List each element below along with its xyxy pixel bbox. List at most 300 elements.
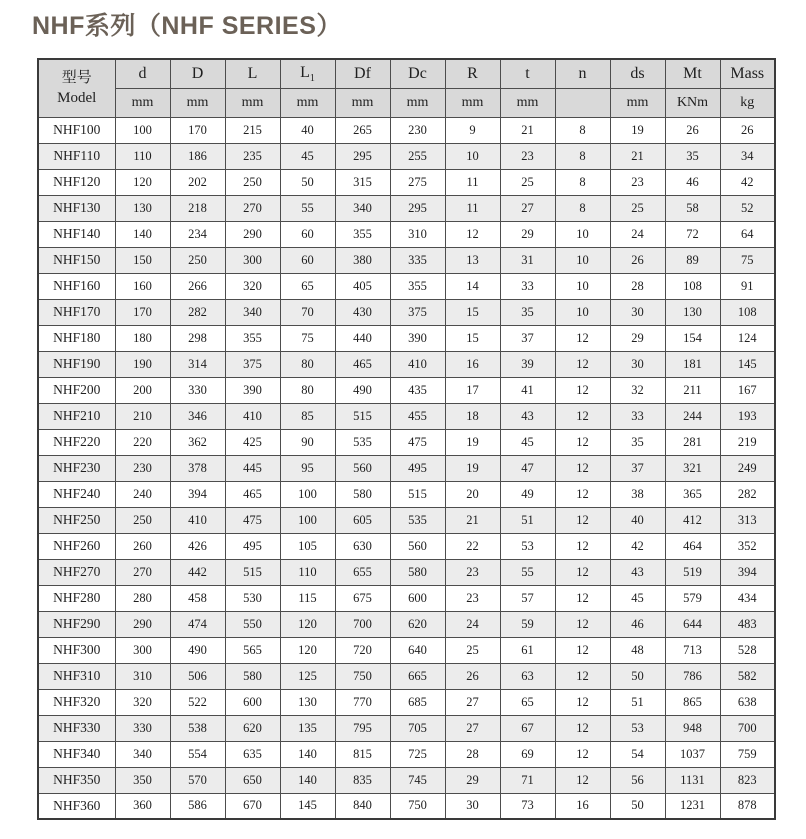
value-cell: 426 — [170, 533, 225, 559]
table-row — [38, 533, 775, 559]
value-cell: 465 — [335, 351, 390, 377]
value-cell: 265 — [335, 117, 390, 143]
value-cell: 750 — [335, 663, 390, 689]
value-cell: 25 — [610, 195, 665, 221]
value-cell: 145 — [280, 793, 335, 819]
value-cell: 85 — [280, 403, 335, 429]
value-cell: 405 — [335, 273, 390, 299]
value-cell: 495 — [225, 533, 280, 559]
value-cell: 320 — [115, 689, 170, 715]
value-cell: 260 — [115, 533, 170, 559]
model-cell: NHF260 — [38, 533, 115, 559]
value-cell: 410 — [170, 507, 225, 533]
model-cell: NHF110 — [38, 143, 115, 169]
column-header-0-d: d — [115, 59, 170, 88]
model-cell: NHF160 — [38, 273, 115, 299]
value-cell: 59 — [500, 611, 555, 637]
value-cell: 56 — [610, 767, 665, 793]
value-cell: 140 — [280, 767, 335, 793]
value-cell: 170 — [170, 117, 225, 143]
value-cell: 10 — [555, 273, 610, 299]
value-cell: 310 — [390, 221, 445, 247]
value-cell: 495 — [390, 455, 445, 481]
value-cell: 12 — [555, 325, 610, 351]
value-cell: 24 — [610, 221, 665, 247]
table-header — [38, 59, 775, 117]
value-cell: 135 — [280, 715, 335, 741]
value-cell: 365 — [665, 481, 720, 507]
value-cell: 24 — [445, 611, 500, 637]
table-row — [38, 429, 775, 455]
value-cell: 759 — [720, 741, 775, 767]
value-cell: 13 — [445, 247, 500, 273]
value-cell: 375 — [225, 351, 280, 377]
value-cell: 167 — [720, 377, 775, 403]
value-cell: 250 — [115, 507, 170, 533]
value-cell: 340 — [225, 299, 280, 325]
value-cell: 67 — [500, 715, 555, 741]
value-cell: 51 — [610, 689, 665, 715]
model-cell: NHF200 — [38, 377, 115, 403]
column-header-2-l: L — [225, 59, 280, 88]
table-row — [38, 325, 775, 351]
model-cell: NHF360 — [38, 793, 115, 819]
value-cell: 700 — [720, 715, 775, 741]
table-row — [38, 351, 775, 377]
value-cell: 815 — [335, 741, 390, 767]
value-cell: 23 — [610, 169, 665, 195]
value-cell: 745 — [390, 767, 445, 793]
model-column-header — [38, 59, 115, 117]
column-header-10-mt: Mt — [665, 59, 720, 88]
value-cell: 12 — [555, 715, 610, 741]
value-cell: 270 — [225, 195, 280, 221]
value-cell: 355 — [335, 221, 390, 247]
value-cell: 635 — [225, 741, 280, 767]
value-cell: 28 — [610, 273, 665, 299]
value-cell: 15 — [445, 299, 500, 325]
value-cell: 200 — [115, 377, 170, 403]
value-cell: 464 — [665, 533, 720, 559]
value-cell: 154 — [665, 325, 720, 351]
value-cell: 23 — [500, 143, 555, 169]
value-cell: 240 — [115, 481, 170, 507]
value-cell: 565 — [225, 637, 280, 663]
value-cell: 110 — [280, 559, 335, 585]
column-unit-1-d: mm — [170, 88, 225, 117]
model-cell: NHF330 — [38, 715, 115, 741]
value-cell: 12 — [555, 611, 610, 637]
column-header-4-df: Df — [335, 59, 390, 88]
value-cell: 29 — [445, 767, 500, 793]
value-cell: 620 — [390, 611, 445, 637]
value-cell: 150 — [115, 247, 170, 273]
value-cell: 16 — [445, 351, 500, 377]
value-cell: 25 — [445, 637, 500, 663]
value-cell: 120 — [280, 611, 335, 637]
value-cell: 8 — [555, 169, 610, 195]
value-cell: 313 — [720, 507, 775, 533]
column-header-7-t: t — [500, 59, 555, 88]
value-cell: 8 — [555, 143, 610, 169]
table-row — [38, 377, 775, 403]
column-unit-6-r: mm — [445, 88, 500, 117]
value-cell: 394 — [170, 481, 225, 507]
value-cell: 300 — [225, 247, 280, 273]
value-cell: 23 — [445, 585, 500, 611]
value-cell: 70 — [280, 299, 335, 325]
value-cell: 140 — [280, 741, 335, 767]
model-cell: NHF310 — [38, 663, 115, 689]
value-cell: 12 — [555, 767, 610, 793]
value-cell: 12 — [555, 481, 610, 507]
table-row — [38, 793, 775, 819]
value-cell: 53 — [500, 533, 555, 559]
value-cell: 220 — [115, 429, 170, 455]
model-cell: NHF240 — [38, 481, 115, 507]
value-cell: 115 — [280, 585, 335, 611]
value-cell: 330 — [170, 377, 225, 403]
value-cell: 202 — [170, 169, 225, 195]
value-cell: 580 — [335, 481, 390, 507]
value-cell: 725 — [390, 741, 445, 767]
value-cell: 770 — [335, 689, 390, 715]
value-cell: 840 — [335, 793, 390, 819]
value-cell: 219 — [720, 429, 775, 455]
table-row — [38, 221, 775, 247]
model-cell: NHF250 — [38, 507, 115, 533]
value-cell: 31 — [500, 247, 555, 273]
model-cell: NHF180 — [38, 325, 115, 351]
value-cell: 140 — [115, 221, 170, 247]
value-cell: 21 — [610, 143, 665, 169]
value-cell: 465 — [225, 481, 280, 507]
value-cell: 282 — [720, 481, 775, 507]
value-cell: 750 — [390, 793, 445, 819]
value-cell: 538 — [170, 715, 225, 741]
value-cell: 65 — [280, 273, 335, 299]
value-cell: 320 — [225, 273, 280, 299]
value-cell: 26 — [610, 247, 665, 273]
value-cell: 50 — [610, 793, 665, 819]
value-cell: 30 — [610, 299, 665, 325]
table-body — [38, 117, 775, 819]
model-cell: NHF120 — [38, 169, 115, 195]
value-cell: 46 — [665, 169, 720, 195]
value-cell: 425 — [225, 429, 280, 455]
value-cell: 412 — [665, 507, 720, 533]
value-cell: 600 — [225, 689, 280, 715]
value-cell: 27 — [445, 715, 500, 741]
value-cell: 95 — [280, 455, 335, 481]
value-cell: 57 — [500, 585, 555, 611]
model-cell: NHF150 — [38, 247, 115, 273]
value-cell: 125 — [280, 663, 335, 689]
value-cell: 390 — [390, 325, 445, 351]
value-cell: 45 — [500, 429, 555, 455]
value-cell: 1131 — [665, 767, 720, 793]
model-cell: NHF340 — [38, 741, 115, 767]
value-cell: 12 — [445, 221, 500, 247]
value-cell: 160 — [115, 273, 170, 299]
value-cell: 12 — [555, 429, 610, 455]
value-cell: 579 — [665, 585, 720, 611]
value-cell: 28 — [445, 741, 500, 767]
value-cell: 600 — [390, 585, 445, 611]
value-cell: 380 — [335, 247, 390, 273]
value-cell: 53 — [610, 715, 665, 741]
model-cell: NHF220 — [38, 429, 115, 455]
value-cell: 475 — [390, 429, 445, 455]
value-cell: 12 — [555, 377, 610, 403]
value-cell: 455 — [390, 403, 445, 429]
value-cell: 685 — [390, 689, 445, 715]
value-cell: 42 — [720, 169, 775, 195]
value-cell: 19 — [445, 455, 500, 481]
value-cell: 630 — [335, 533, 390, 559]
table-row — [38, 689, 775, 715]
table-row — [38, 195, 775, 221]
value-cell: 40 — [610, 507, 665, 533]
table-row — [38, 637, 775, 663]
header-unit-row — [38, 88, 775, 117]
value-cell: 506 — [170, 663, 225, 689]
value-cell: 80 — [280, 351, 335, 377]
table-row — [38, 455, 775, 481]
value-cell: 25 — [500, 169, 555, 195]
table-row — [38, 585, 775, 611]
value-cell: 35 — [500, 299, 555, 325]
column-header-8-n: n — [555, 59, 610, 88]
value-cell: 9 — [445, 117, 500, 143]
value-cell: 12 — [555, 741, 610, 767]
value-cell: 280 — [115, 585, 170, 611]
value-cell: 250 — [170, 247, 225, 273]
model-header-zh: 型号 — [61, 70, 92, 86]
table-row — [38, 715, 775, 741]
value-cell: 360 — [115, 793, 170, 819]
value-cell: 181 — [665, 351, 720, 377]
column-header-6-r: R — [445, 59, 500, 88]
value-cell: 75 — [280, 325, 335, 351]
value-cell: 35 — [665, 143, 720, 169]
value-cell: 55 — [280, 195, 335, 221]
value-cell: 442 — [170, 559, 225, 585]
table-row — [38, 611, 775, 637]
value-cell: 12 — [555, 403, 610, 429]
column-header-11-mass: Mass — [720, 59, 775, 88]
table-row — [38, 169, 775, 195]
column-unit-5-dc: mm — [390, 88, 445, 117]
value-cell: 19 — [610, 117, 665, 143]
column-header-9-ds: ds — [610, 59, 665, 88]
value-cell: 60 — [280, 221, 335, 247]
value-cell: 100 — [280, 507, 335, 533]
value-cell: 290 — [115, 611, 170, 637]
table-row — [38, 741, 775, 767]
value-cell: 355 — [225, 325, 280, 351]
table-row — [38, 559, 775, 585]
value-cell: 108 — [665, 273, 720, 299]
value-cell: 72 — [665, 221, 720, 247]
value-cell: 12 — [555, 507, 610, 533]
value-cell: 554 — [170, 741, 225, 767]
value-cell: 180 — [115, 325, 170, 351]
model-cell: NHF290 — [38, 611, 115, 637]
value-cell: 270 — [115, 559, 170, 585]
value-cell: 490 — [335, 377, 390, 403]
value-cell: 27 — [500, 195, 555, 221]
value-cell: 835 — [335, 767, 390, 793]
value-cell: 12 — [555, 663, 610, 689]
column-unit-9-ds: mm — [610, 88, 665, 117]
value-cell: 17 — [445, 377, 500, 403]
value-cell: 528 — [720, 637, 775, 663]
value-cell: 10 — [445, 143, 500, 169]
value-cell: 10 — [555, 299, 610, 325]
page-title: NHF系列（NHF SERIES） — [32, 12, 342, 40]
value-cell: 47 — [500, 455, 555, 481]
value-cell: 640 — [390, 637, 445, 663]
value-cell: 1037 — [665, 741, 720, 767]
value-cell: 50 — [610, 663, 665, 689]
value-cell: 18 — [445, 403, 500, 429]
column-unit-11-mass: kg — [720, 88, 775, 117]
value-cell: 515 — [390, 481, 445, 507]
value-cell: 12 — [555, 351, 610, 377]
value-cell: 434 — [720, 585, 775, 611]
value-cell: 1231 — [665, 793, 720, 819]
value-cell: 515 — [335, 403, 390, 429]
value-cell: 340 — [335, 195, 390, 221]
column-unit-2-l: mm — [225, 88, 280, 117]
value-cell: 560 — [390, 533, 445, 559]
model-cell: NHF190 — [38, 351, 115, 377]
value-cell: 713 — [665, 637, 720, 663]
nhf-spec-table — [37, 58, 776, 820]
value-cell: 823 — [720, 767, 775, 793]
value-cell: 108 — [720, 299, 775, 325]
value-cell: 458 — [170, 585, 225, 611]
value-cell: 720 — [335, 637, 390, 663]
value-cell: 211 — [665, 377, 720, 403]
value-cell: 620 — [225, 715, 280, 741]
value-cell: 560 — [335, 455, 390, 481]
value-cell: 705 — [390, 715, 445, 741]
value-cell: 42 — [610, 533, 665, 559]
model-cell: NHF130 — [38, 195, 115, 221]
value-cell: 605 — [335, 507, 390, 533]
value-cell: 61 — [500, 637, 555, 663]
model-cell: NHF210 — [38, 403, 115, 429]
value-cell: 14 — [445, 273, 500, 299]
value-cell: 20 — [445, 481, 500, 507]
model-cell: NHF350 — [38, 767, 115, 793]
value-cell: 321 — [665, 455, 720, 481]
value-cell: 145 — [720, 351, 775, 377]
value-cell: 519 — [665, 559, 720, 585]
value-cell: 33 — [610, 403, 665, 429]
value-cell: 110 — [115, 143, 170, 169]
model-cell: NHF300 — [38, 637, 115, 663]
value-cell: 430 — [335, 299, 390, 325]
value-cell: 26 — [665, 117, 720, 143]
value-cell: 786 — [665, 663, 720, 689]
value-cell: 362 — [170, 429, 225, 455]
value-cell: 100 — [280, 481, 335, 507]
value-cell: 130 — [665, 299, 720, 325]
value-cell: 33 — [500, 273, 555, 299]
value-cell: 580 — [225, 663, 280, 689]
value-cell: 314 — [170, 351, 225, 377]
value-cell: 38 — [610, 481, 665, 507]
column-header-3-l1: $L_1$ — [280, 59, 335, 88]
value-cell: 130 — [115, 195, 170, 221]
value-cell: 11 — [445, 169, 500, 195]
table-row — [38, 663, 775, 689]
value-cell: 570 — [170, 767, 225, 793]
value-cell: 410 — [225, 403, 280, 429]
value-cell: 16 — [555, 793, 610, 819]
value-cell: 315 — [335, 169, 390, 195]
value-cell: 190 — [115, 351, 170, 377]
value-cell: 474 — [170, 611, 225, 637]
value-cell: 250 — [225, 169, 280, 195]
value-cell: 22 — [445, 533, 500, 559]
value-cell: 440 — [335, 325, 390, 351]
table-row — [38, 507, 775, 533]
value-cell: 12 — [555, 533, 610, 559]
value-cell: 120 — [280, 637, 335, 663]
value-cell: 582 — [720, 663, 775, 689]
value-cell: 41 — [500, 377, 555, 403]
value-cell: 37 — [500, 325, 555, 351]
value-cell: 19 — [445, 429, 500, 455]
value-cell: 700 — [335, 611, 390, 637]
value-cell: 230 — [115, 455, 170, 481]
value-cell: 530 — [225, 585, 280, 611]
value-cell: 91 — [720, 273, 775, 299]
value-cell: 244 — [665, 403, 720, 429]
value-cell: 586 — [170, 793, 225, 819]
value-cell: 51 — [500, 507, 555, 533]
value-cell: 27 — [445, 689, 500, 715]
value-cell: 11 — [445, 195, 500, 221]
value-cell: 10 — [555, 221, 610, 247]
value-cell: 10 — [555, 247, 610, 273]
value-cell: 40 — [280, 117, 335, 143]
value-cell: 218 — [170, 195, 225, 221]
value-cell: 69 — [500, 741, 555, 767]
value-cell: 29 — [610, 325, 665, 351]
value-cell: 335 — [390, 247, 445, 273]
value-cell: 46 — [610, 611, 665, 637]
column-header-5-dc: Dc — [390, 59, 445, 88]
value-cell: 390 — [225, 377, 280, 403]
value-cell: 435 — [390, 377, 445, 403]
table-row — [38, 299, 775, 325]
table-row — [38, 117, 775, 143]
value-cell: 330 — [115, 715, 170, 741]
value-cell: 43 — [500, 403, 555, 429]
value-cell: 298 — [170, 325, 225, 351]
value-cell: 310 — [115, 663, 170, 689]
value-cell: 295 — [335, 143, 390, 169]
value-cell: 378 — [170, 455, 225, 481]
value-cell: 445 — [225, 455, 280, 481]
model-cell: NHF140 — [38, 221, 115, 247]
value-cell: 352 — [720, 533, 775, 559]
